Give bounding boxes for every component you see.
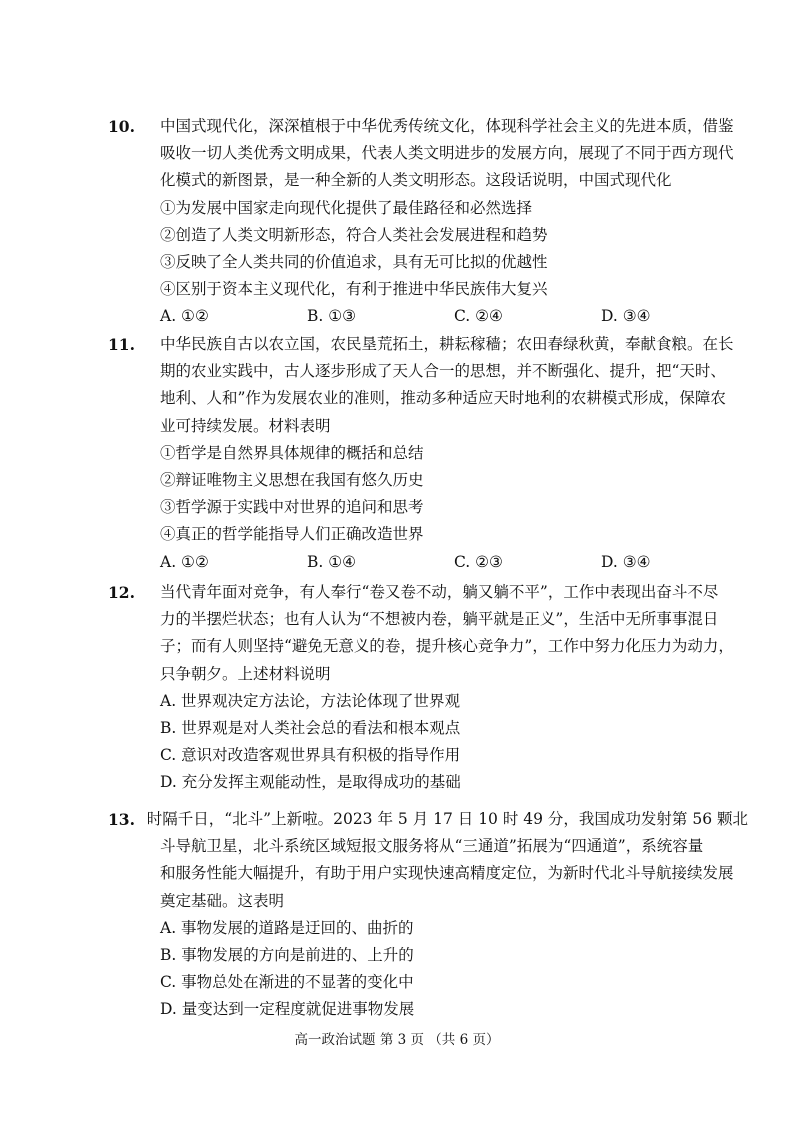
statement: ②创造了人类文明新形态，符合人类社会发展进程和趋势 <box>160 225 548 244</box>
statement: ①为发展中国家走向现代化提供了最佳路径和必然选择 <box>160 198 533 217</box>
stem-text: 力的半摆烂状态；也有人认为“不想被内卷，躺平就是正义”，生活中无所事事混日 <box>160 610 719 629</box>
statement: ①哲学是自然界具体规律的概括和总结 <box>160 443 424 462</box>
question-stem-line <box>108 331 748 358</box>
stem-text: 期的农业实践中，古人逐步形成了天人合一的思想，并不断强化、提升，把“天时、 <box>160 362 726 381</box>
answer-option-d: D. ③④ <box>601 307 651 326</box>
statement: ②辩证唯物主义思想在我国有悠久历史 <box>160 470 424 489</box>
stem-text: 时隔千日，“北斗”上新啦。2023 年 5 月 17 日 10 时 49 分，我国成功发射第 56 颗北 <box>146 810 748 828</box>
answer-option-d: D. 量变达到一定程度就促进事物发展 <box>160 1000 415 1019</box>
stem-text: 吸收一切人类优秀文明成果，代表人类文明进步的发展方向，展现了不同于西方现代 <box>160 144 734 163</box>
answer-option-c: C. 事物总处在渐进的不显著的变化中 <box>160 973 414 992</box>
answer-option-b: B. 事物发展的方向是前进的、上升的 <box>160 945 414 964</box>
answer-option-b: B. 世界观是对人类社会总的看法和根本观点 <box>160 718 461 737</box>
stem-text: 中国式现代化，深深植根于中华优秀传统文化，体现科学社会主义的先进本质，借鉴 <box>160 117 734 135</box>
question-10 <box>108 113 748 331</box>
question-13 <box>108 806 748 1024</box>
question-stem-line <box>108 579 748 606</box>
question-stem-line <box>108 806 748 833</box>
answer-option-a: A. ①② <box>160 552 209 571</box>
answer-choices <box>108 549 748 576</box>
stem-text: 业可持续发展。材料表明 <box>160 416 331 435</box>
stem-text: 中华民族自古以农立国，农民垦荒拓土，耕耘稼穑；农田春绿秋黄，奉献食粮。在长 <box>160 335 734 353</box>
stem-text: 地利、人和”作为发展农业的准则，推动多种适应天时地利的农耕模式形成，保障农 <box>160 389 726 408</box>
answer-option-c: C. ②③ <box>454 552 503 571</box>
answer-option-d: D. ③④ <box>601 552 651 571</box>
question-number: 13. <box>108 810 135 829</box>
stem-text: 化模式的新图景，是一种全新的人类文明形态。这段话说明，中国式现代化 <box>160 171 672 190</box>
question-11 <box>108 331 748 576</box>
question-number: 10. <box>108 117 135 136</box>
stem-text: 只争朝夕。上述材料说明 <box>160 664 331 683</box>
answer-option-a: A. 世界观决定方法论，方法论体现了世界观 <box>160 691 461 710</box>
statement: ④真正的哲学能指导人们正确改造世界 <box>160 525 424 544</box>
question-stem-line <box>108 113 748 140</box>
answer-option-b: B. ①④ <box>307 552 357 571</box>
answer-choices <box>108 303 748 330</box>
stem-text: 和服务性能大幅提升，有助于用户实现快速高精度定位，为新时代北斗导航接续发展 <box>160 864 734 883</box>
answer-option-a: A. 事物发展的道路是迂回的、曲折的 <box>160 918 414 937</box>
answer-option-b: B. ①③ <box>307 307 357 326</box>
answer-option-a: A. ①② <box>160 307 209 326</box>
stem-text: 奠定基础。这表明 <box>160 891 285 910</box>
stem-text: 斗导航卫星，北斗系统区域短报文服务将从“三通道”拓展为“四通道”，系统容量 <box>160 837 704 856</box>
question-12 <box>108 579 748 797</box>
page-footer: 高一政治试题 第 3 页 （共 6 页） <box>294 1032 500 1048</box>
stem-text: 当代青年面对竞争，有人奉行“卷又卷不动，躺又躺不平”，工作中表现出奋斗不尽 <box>160 583 719 601</box>
stem-text: 子；而有人则坚持“避免无意义的卷，提升核心竞争力”，工作中努力化压力为动力， <box>160 637 734 656</box>
statement: ④区别于资本主义现代化，有利于推进中华民族伟大复兴 <box>160 280 548 299</box>
answer-option-c: C. ②④ <box>454 307 503 326</box>
answer-option-d: D. 充分发挥主观能动性，是取得成功的基础 <box>160 773 461 792</box>
statement: ③反映了全人类共同的价值追求，具有无可比拟的优越性 <box>160 252 548 271</box>
statement: ③哲学源于实践中对世界的追问和思考 <box>160 498 424 517</box>
answer-option-c: C. 意识对改造客观世界具有积极的指导作用 <box>160 746 461 765</box>
question-number: 12. <box>108 583 135 602</box>
question-number: 11. <box>108 335 135 354</box>
